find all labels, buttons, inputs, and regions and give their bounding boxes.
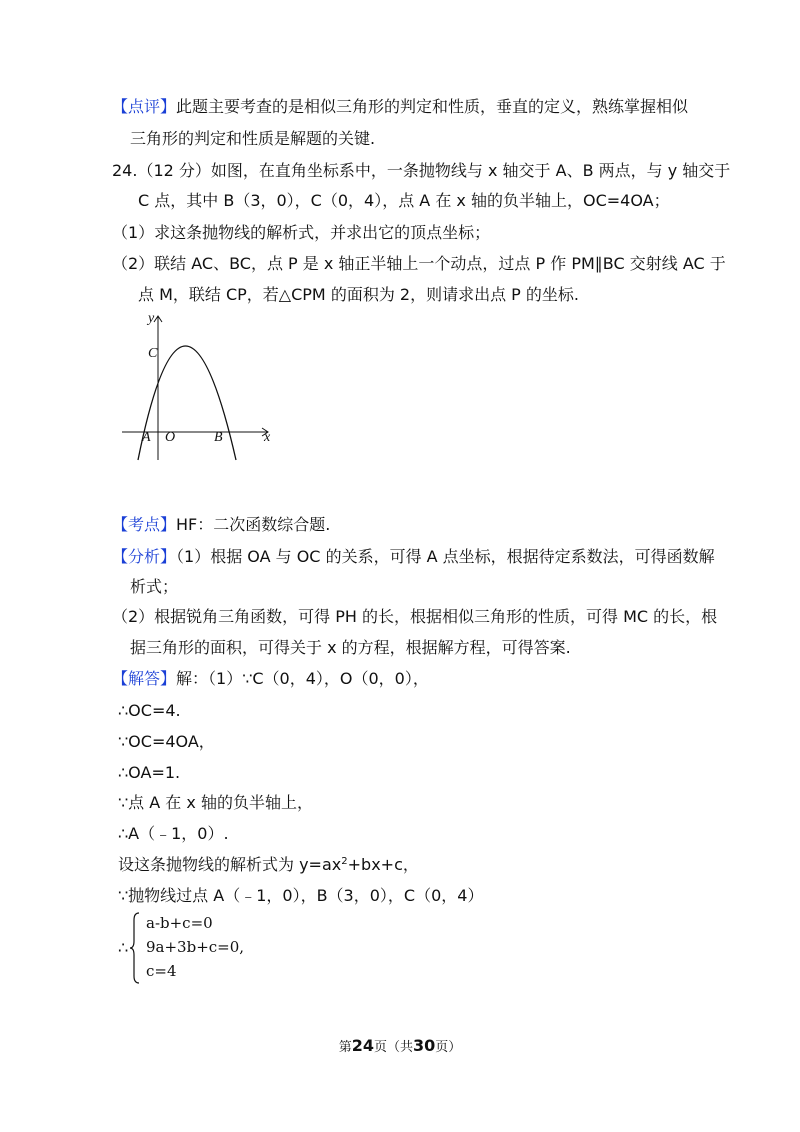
equation-2: 9a+3b+c=0, (146, 938, 245, 956)
point-a-label: A (142, 430, 151, 445)
jieda-text-1: 解：（1）∵C（0，4），O（0，0）， (176, 669, 429, 688)
brace-icon (130, 912, 140, 984)
point-b-label: B (214, 430, 223, 445)
problem-part-2-line-2: 点 M，联结 CP，若△CPM 的面积为 2，则请求出点 P 的坐标. (138, 285, 579, 304)
jieda-tag: 【解答】 (112, 669, 177, 688)
fenxi-line-4: 据三角形的面积，可得关于 x 的方程，根据解方程，可得答案. (130, 638, 571, 657)
comment-line-1 (112, 96, 688, 118)
fenxi-text-1: （1）根据 OA 与 OC 的关系，可得 A 点坐标，根据待定系数法，可得函数解 (176, 547, 715, 566)
point-c-label: C (148, 346, 158, 361)
kaodian-text: HF：二次函数综合题. (176, 515, 331, 534)
jieda-line-7 (118, 854, 419, 876)
page-footer (0, 1036, 800, 1055)
x-axis-label: x (264, 430, 271, 445)
problem-part-2-line-1: （2）联结 AC、BC，点 P 是 x 轴正半轴上一个动点，过点 P 作 PM∥BC 交射线 AC 于 (112, 254, 726, 273)
therefore-symbol: ∴ (118, 938, 129, 957)
jieda-line-8: ∵抛物线过点 A（﹣1，0），B（3，0），C（0，4） (118, 886, 484, 905)
equation-system (120, 912, 280, 984)
jieda-text-7-pre: 设这条抛物线的解析式为 y=ax (118, 855, 342, 874)
exponent: 2 (341, 856, 348, 867)
jieda-line-6: ∴A（﹣1，0）. (118, 824, 229, 843)
parabola-figure (118, 308, 283, 468)
comment-text-1: 此题主要考查的是相似三角形的判定和性质，垂直的定义，熟练掌握相似 (176, 97, 689, 116)
fenxi-tag: 【分析】 (112, 547, 177, 566)
jieda-text-7-post: +bx+c， (347, 855, 419, 874)
equation-3: c=4 (146, 962, 177, 980)
fenxi-line-1 (112, 546, 715, 568)
equation-1: a-b+c=0 (146, 914, 213, 932)
jieda-line-5: ∵点 A 在 x 轴的负半轴上， (118, 793, 313, 812)
fenxi-line-2: 析式； (130, 577, 179, 596)
comment-tag: 【点评】 (112, 97, 177, 116)
kaodian-line (112, 514, 330, 536)
fenxi-line-3: （2）根据锐角三角函数，可得 PH 的长，根据相似三角形的性质，可得 MC 的长，根 (112, 607, 718, 626)
footer-page: 24 (351, 1036, 374, 1055)
footer-mid: 页（共 (373, 1040, 413, 1055)
jieda-line-2: ∴OC=4. (118, 701, 181, 720)
jieda-line-1 (112, 668, 429, 690)
footer-pre: 第 (338, 1040, 352, 1055)
jieda-line-4: ∴OA=1. (118, 763, 181, 782)
footer-post: 页） (435, 1040, 462, 1055)
problem-line-1: 24.（12 分）如图，在直角坐标系中，一条抛物线与 x 轴交于 A、B 两点，与 y 轴交于 (112, 161, 731, 180)
jieda-line-3: ∵OC=4OA， (118, 732, 215, 751)
y-axis-label: y (148, 311, 155, 326)
problem-part-1: （1）求这条抛物线的解析式，并求出它的顶点坐标； (112, 223, 491, 242)
comment-line-2: 三角形的判定和性质是解题的关键. (130, 129, 376, 148)
footer-total: 30 (413, 1036, 436, 1055)
problem-line-2: C 点，其中 B（3，0），C（0，4），点 A 在 x 轴的负半轴上，OC=4OA； (138, 191, 670, 210)
kaodian-tag: 【考点】 (112, 515, 177, 534)
point-o-label: O (165, 430, 176, 445)
